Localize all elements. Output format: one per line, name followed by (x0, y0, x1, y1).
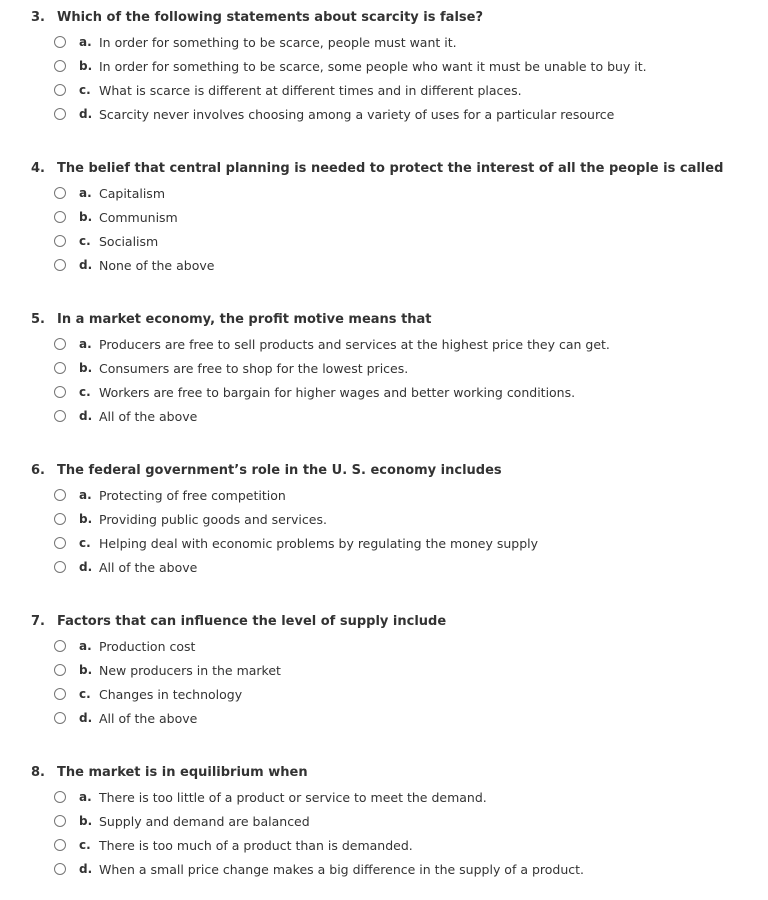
choice-text: Production cost (99, 638, 196, 654)
choice-4a[interactable] (54, 184, 165, 202)
radio-button-icon[interactable] (54, 791, 66, 803)
choice-7d[interactable] (54, 709, 197, 727)
choice-text: All of the above (99, 559, 198, 575)
radio-button-icon[interactable] (54, 362, 66, 374)
question-prompt (31, 312, 432, 328)
question-prompt (31, 765, 308, 781)
choice-text: All of the above (99, 710, 198, 726)
choice-text: There is too little of a product or service to meet the demand. (99, 789, 487, 805)
radio-button-icon[interactable] (54, 108, 66, 120)
question-prompt (31, 10, 483, 26)
choice-letter: a. (79, 337, 92, 351)
choice-text: Supply and demand are balanced (99, 813, 310, 829)
radio-button-icon[interactable] (54, 537, 66, 549)
choice-3c[interactable] (54, 81, 522, 99)
choice-text: Helping deal with economic problems by regulating the money supply (99, 535, 539, 551)
choice-letter: b. (79, 512, 93, 526)
choice-letter: b. (79, 361, 93, 375)
radio-button-icon[interactable] (54, 235, 66, 247)
choice-6b[interactable] (54, 510, 327, 528)
choice-5b[interactable] (54, 359, 408, 377)
choice-text: All of the above (99, 408, 198, 424)
choice-text: Capitalism (99, 185, 165, 201)
radio-button-icon[interactable] (54, 489, 66, 501)
choice-5c[interactable] (54, 383, 575, 401)
radio-button-icon[interactable] (54, 513, 66, 525)
choice-6c[interactable] (54, 534, 538, 552)
question-number: 7. (31, 614, 45, 629)
radio-button-icon[interactable] (54, 863, 66, 875)
choice-text: Workers are free to bargain for higher wages and better working conditions. (99, 384, 576, 400)
choice-text: In order for something to be scarce, people must want it. (99, 34, 457, 50)
choice-5d[interactable] (54, 407, 197, 425)
choice-letter: c. (79, 687, 91, 701)
choice-letter: a. (79, 186, 92, 200)
choice-3a[interactable] (54, 33, 457, 51)
choice-letter: d. (79, 409, 93, 423)
choice-3b[interactable] (54, 57, 647, 75)
choice-text: What is scarce is different at different times and in different places. (99, 82, 522, 98)
radio-button-icon[interactable] (54, 561, 66, 573)
radio-button-icon[interactable] (54, 712, 66, 724)
choice-letter: d. (79, 711, 93, 725)
question-text: The federal government’s role in the U. S. economy includes (57, 463, 502, 478)
radio-button-icon[interactable] (54, 211, 66, 223)
choice-5a[interactable] (54, 335, 610, 353)
choice-letter: c. (79, 385, 91, 399)
radio-button-icon[interactable] (54, 187, 66, 199)
radio-button-icon[interactable] (54, 386, 66, 398)
radio-button-icon[interactable] (54, 815, 66, 827)
choice-8c[interactable] (54, 836, 413, 854)
choice-letter: a. (79, 488, 92, 502)
choice-letter: d. (79, 258, 93, 272)
choice-7c[interactable] (54, 685, 242, 703)
choice-3d[interactable] (54, 105, 614, 123)
choice-4c[interactable] (54, 232, 158, 250)
choice-text: In order for something to be scarce, some people who want it must be unable to buy it. (99, 58, 647, 74)
choice-text: Producers are free to sell products and services at the highest price they can get. (99, 336, 610, 352)
question-number: 5. (31, 312, 45, 327)
choice-letter: c. (79, 83, 91, 97)
choice-letter: b. (79, 59, 93, 73)
choice-text: When a small price change makes a big difference in the supply of a product. (99, 861, 585, 877)
choice-letter: c. (79, 536, 91, 550)
choice-7b[interactable] (54, 661, 281, 679)
question-text: The belief that central planning is needed to protect the interest of all the people is called (57, 161, 724, 176)
question-text: Factors that can influence the level of supply include (57, 614, 447, 629)
choice-text: New producers in the market (99, 662, 281, 678)
choice-text: Scarcity never involves choosing among a variety of uses for a particular resource (99, 106, 615, 122)
radio-button-icon[interactable] (54, 259, 66, 271)
question-prompt (31, 463, 502, 479)
choice-letter: b. (79, 663, 93, 677)
question-number: 8. (31, 765, 45, 780)
choice-8d[interactable] (54, 860, 584, 878)
radio-button-icon[interactable] (54, 338, 66, 350)
choice-text: Socialism (99, 233, 159, 249)
radio-button-icon[interactable] (54, 664, 66, 676)
radio-button-icon[interactable] (54, 839, 66, 851)
choice-7a[interactable] (54, 637, 195, 655)
question-text: Which of the following statements about scarcity is false? (57, 10, 484, 25)
choice-8a[interactable] (54, 788, 487, 806)
radio-button-icon[interactable] (54, 410, 66, 422)
radio-button-icon[interactable] (54, 60, 66, 72)
question-prompt (31, 614, 446, 630)
choice-letter: c. (79, 838, 91, 852)
choice-text: There is too much of a product than is demanded. (99, 837, 413, 853)
choice-letter: c. (79, 234, 91, 248)
radio-button-icon[interactable] (54, 688, 66, 700)
radio-button-icon[interactable] (54, 640, 66, 652)
question-number: 6. (31, 463, 45, 478)
question-number: 4. (31, 161, 45, 176)
choice-text: Consumers are free to shop for the lowest prices. (99, 360, 409, 376)
choice-6a[interactable] (54, 486, 286, 504)
choice-letter: b. (79, 210, 93, 224)
choice-4d[interactable] (54, 256, 214, 274)
choice-8b[interactable] (54, 812, 310, 830)
choice-letter: a. (79, 35, 92, 49)
question-prompt (31, 161, 723, 177)
question-text: In a market economy, the profit motive means that (57, 312, 432, 327)
choice-letter: a. (79, 639, 92, 653)
choice-letter: d. (79, 862, 93, 876)
choice-4b[interactable] (54, 208, 178, 226)
question-number: 3. (31, 10, 45, 25)
question-text: The market is in equilibrium when (57, 765, 308, 780)
choice-text: None of the above (99, 257, 215, 273)
choice-letter: d. (79, 107, 93, 121)
choice-letter: d. (79, 560, 93, 574)
choice-6d[interactable] (54, 558, 197, 576)
choice-text: Changes in technology (99, 686, 243, 702)
choice-text: Protecting of free competition (99, 487, 286, 503)
choice-text: Providing public goods and services. (99, 511, 327, 527)
radio-button-icon[interactable] (54, 36, 66, 48)
radio-button-icon[interactable] (54, 84, 66, 96)
choice-letter: b. (79, 814, 93, 828)
choice-letter: a. (79, 790, 92, 804)
choice-text: Communism (99, 209, 178, 225)
